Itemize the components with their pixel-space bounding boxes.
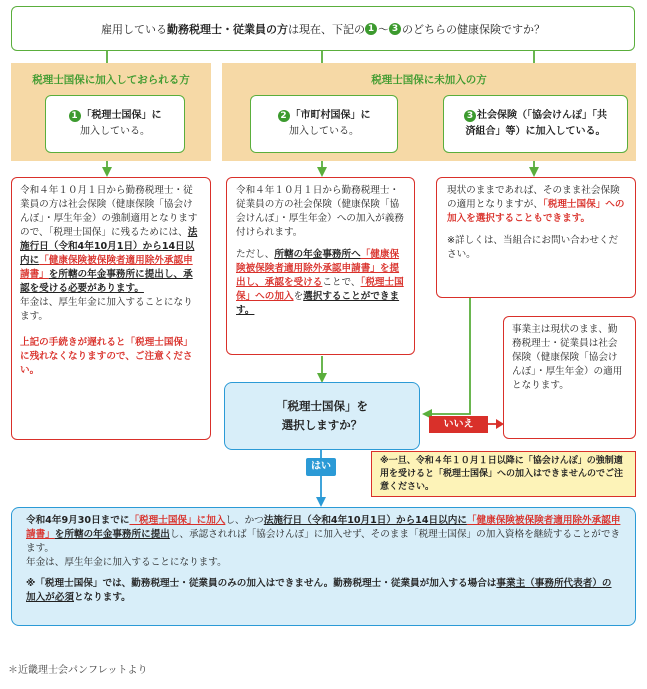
number-badge: 2 xyxy=(278,110,290,122)
option-3-box: 3 社会保険（「協会けんぽ」「共 済組合」等）に加入している。 xyxy=(443,95,628,153)
number-badge: 1 xyxy=(69,110,81,122)
band-left-label: 税理士国保に加入しておられる方 xyxy=(32,74,190,86)
decision-box: 「税理士国保」を 選択しますか？ xyxy=(224,382,420,450)
final-box: 令和4年9月30日までに「税理士国保」に加入し、かつ法施行日（令和4年10月1日）から14日以内に「健康保険被保険者適用除外承認申請書」を所轄の年金事務所に提出し、承認されれば「協会けんぽ」に加入せず、そのまま「税理士国保」の加入資格を継続することができます。 年金は、厚生年金に加入することになります。 ※「税理士国保」では、勤務税理士・従業員のみの加入はできません。勤務税理士・従業員が加入する場合は事業主（事務所代表者）の加入が必須となります。 xyxy=(11,507,636,626)
option-2-box: 2 「市町村国保」に 加入している。 xyxy=(250,95,398,153)
band-right-label: 税理士国保に未加入の方 xyxy=(371,74,487,86)
number-badge: 3 xyxy=(389,23,401,35)
footnote: ＊近畿理士会パンフレットより xyxy=(8,665,148,676)
number-badge: 1 xyxy=(365,23,377,35)
yes-label: はい xyxy=(306,458,336,476)
option-1-box: 1 「税理士国保」に 加入している。 xyxy=(45,95,185,153)
no-label: いいえ xyxy=(429,416,488,433)
detail-box-3: 現状のままであれば、そのまま社会保険の適用となりますが、「税理士国保」への加入を選択することもできます。 ※詳しくは、当組合にお問い合わせください。 xyxy=(436,177,636,298)
question-box: 雇用している 勤務税理士・従業員の方 は現在、下記の 1 ～ 3 のどちらの健康保険ですか？ xyxy=(11,6,635,51)
detail-box-1: 令和４年１０月１日から勤務税理士・従業員の方は社会保険（健康保険「協会けんぽ」・厚生年金）の強制適用となりますので、「税理士国保」に残るためには、法施行日（令和4年10月1日）から14日以内に「健康保険被保険者適用除外承認申請書」を所轄の年金事務所に提出し、承認を受ける必要があります。 年金は、厚生年金に加入することになります。 上記の手続きが遅れると「税理士国保」に残れなくなりますので、ご注意ください。 xyxy=(11,177,211,440)
number-badge: 3 xyxy=(464,110,476,122)
warning-box: ※一旦、令和４年１０月１日以降に「協会けんぽ」の強制適用を受けると「税理士国保」への加入はできませんのでご注意ください。 xyxy=(371,451,636,497)
detail-box-2: 令和４年１０月１日から勤務税理士・従業員の方の社会保険（健康保険「協会けんぽ」・厚生年金）への加入が義務付けられます。 ただし、所轄の年金事務所へ「健康保険被保険者適用除外承認申請書」を提出し、承認を受けることで、「税理士国保」への加入を選択することができます。 xyxy=(226,177,415,355)
arrow-3-to-decision xyxy=(427,298,470,414)
employer-note-box: 事業主は現状のまま、勤務税理士・従業員は社会保険（健康保険「協会けんぽ」・厚生年金）の適用となります。 xyxy=(503,316,636,439)
